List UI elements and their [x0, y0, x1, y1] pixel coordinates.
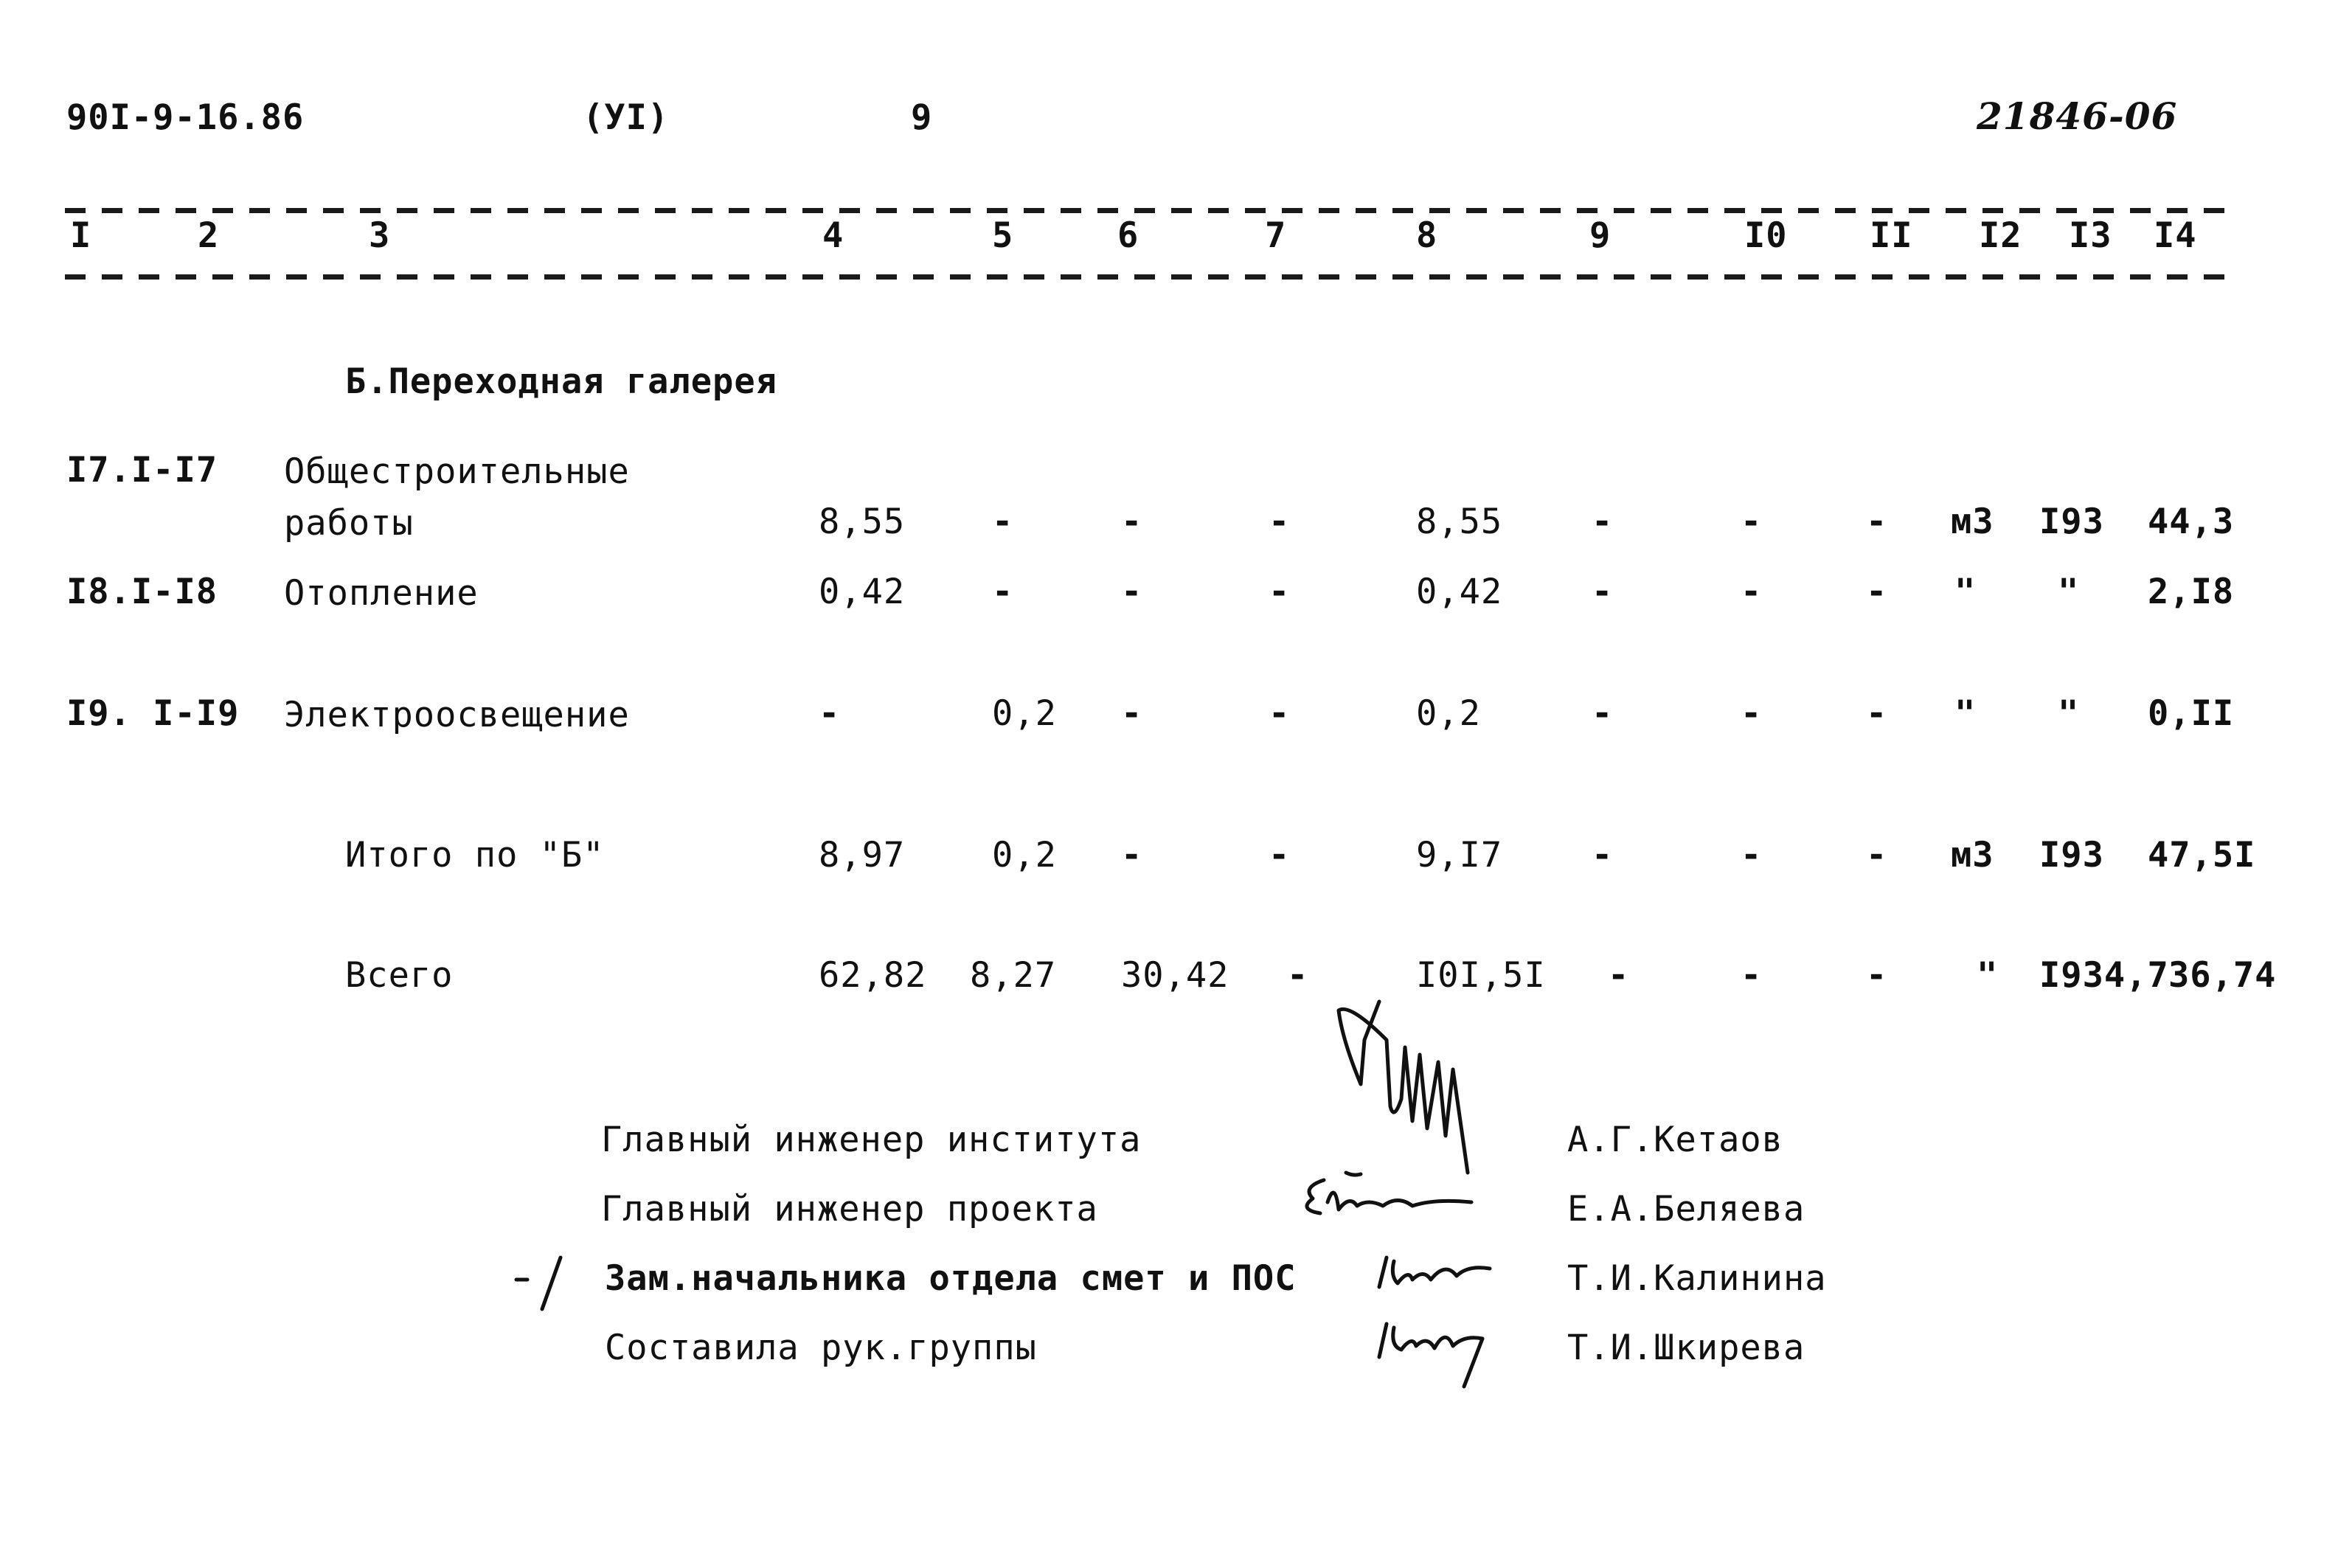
subtotal-label: Итого по "Б" [345, 835, 605, 875]
signatory-name: Т.И.Калинина [1567, 1258, 1827, 1299]
cell-col4: 8,55 [819, 502, 906, 542]
row-name: Электроосвещение [284, 695, 630, 735]
cell-col13: " [2058, 693, 2080, 734]
cell-col9: - [1592, 572, 1614, 612]
margin-check-mark [509, 1254, 575, 1313]
row-number: I8.I-I8 [66, 572, 218, 612]
cell-col8: 0,42 [1416, 572, 1503, 612]
cell-col10: - [1741, 835, 1763, 875]
signature-group-lead [1372, 1305, 1519, 1401]
header-rule-top [65, 208, 2235, 213]
cell-col14: 36,74 [2168, 955, 2277, 996]
col-header-1: I [70, 215, 92, 256]
cell-unit: м3 [1951, 502, 1994, 542]
cell-col10: - [1741, 502, 1763, 542]
archive-number: 21846-06 [1977, 94, 2178, 138]
signatory-title: Составила рук.группы [605, 1328, 1037, 1368]
col-header-2: 2 [198, 215, 220, 256]
cell-col14: 0,II [2148, 693, 2235, 734]
section-title: Б.Переходная галерея [345, 361, 777, 402]
col-header-6: 6 [1117, 215, 1139, 256]
cell-col4: 0,42 [819, 572, 906, 612]
cell-col7: - [1269, 572, 1291, 612]
col-header-4: 4 [822, 215, 844, 256]
col-header-12: I2 [1979, 215, 2022, 256]
col-header-11: II [1870, 215, 1913, 256]
cell-col9: - [1592, 835, 1614, 875]
row-number: I9. I-I9 [66, 693, 240, 734]
row-name: Отопление [284, 573, 479, 614]
cell-col14: 47,5I [2148, 835, 2256, 875]
cell-col9: - [1608, 955, 1630, 996]
cell-col6: - [1121, 572, 1143, 612]
cell-col14: 44,3 [2148, 502, 2235, 542]
cell-col5: 0,2 [992, 835, 1057, 875]
col-header-9: 9 [1589, 215, 1612, 256]
cell-col5: 8,27 [970, 955, 1057, 996]
col-header-7: 7 [1265, 215, 1287, 256]
cell-col7: - [1269, 693, 1291, 734]
cell-col6: - [1121, 693, 1143, 734]
cell-col8: I0I,5I [1416, 955, 1546, 996]
signatory-title: Главный инженер института [601, 1120, 1142, 1160]
cell-col6: - [1121, 835, 1143, 875]
cell-unit: " [1954, 693, 1977, 734]
cell-col10: - [1741, 955, 1763, 996]
cell-col7: - [1269, 835, 1291, 875]
cell-col5: - [992, 502, 1014, 542]
row-name-continuation: работы [284, 503, 414, 544]
cell-col11: - [1866, 835, 1888, 875]
col-header-13: I3 [2069, 215, 2112, 256]
cell-col9: - [1592, 502, 1614, 542]
page-number: 9 [911, 97, 933, 138]
cell-col6: 30,42 [1121, 955, 1229, 996]
cell-col4: 62,82 [819, 955, 927, 996]
volume-label: (УI) [583, 97, 670, 138]
signatory-name: А.Г.Кетаов [1567, 1120, 1783, 1160]
col-header-8: 8 [1416, 215, 1438, 256]
signatory-title: Зам.начальника отдела смет и ПОС [605, 1258, 1297, 1299]
cell-col10: - [1741, 572, 1763, 612]
col-header-5: 5 [992, 215, 1014, 256]
signature-chief-engineer-project [1294, 1165, 1494, 1232]
signatory-title: Главный инженер проекта [601, 1189, 1098, 1229]
cell-col7: - [1269, 502, 1291, 542]
cell-unit: м3 [1951, 835, 1994, 875]
total-label: Всего [345, 955, 454, 996]
cell-col7: - [1287, 955, 1309, 996]
cell-col11: - [1866, 693, 1888, 734]
cell-col5: 0,2 [992, 693, 1057, 734]
cell-col13: I93 [2039, 835, 2104, 875]
cell-col14: 2,I8 [2148, 572, 2235, 612]
cell-col11: - [1866, 572, 1888, 612]
cell-col6: - [1121, 502, 1143, 542]
document-code: 90I-9-16.86 [66, 97, 305, 138]
row-number: I7.I-I7 [66, 450, 218, 490]
col-header-3: 3 [369, 215, 391, 256]
signatory-name: Т.И.Шкирева [1567, 1328, 1805, 1368]
cell-unit: " [1954, 572, 1977, 612]
cell-col8: 0,2 [1416, 693, 1481, 734]
cell-col4: 8,97 [819, 835, 906, 875]
cell-col10: - [1741, 693, 1763, 734]
col-header-10: I0 [1744, 215, 1788, 256]
signature-deputy-head [1372, 1246, 1497, 1298]
cell-col11: - [1866, 502, 1888, 542]
cell-col11: - [1866, 955, 1888, 996]
cell-col4: - [819, 693, 841, 734]
header-rule-bottom [65, 274, 2235, 280]
cell-col13: " [2058, 572, 2080, 612]
cell-col9: - [1592, 693, 1614, 734]
cell-unit: " [1977, 955, 1999, 996]
cell-col8: 9,I7 [1416, 835, 1503, 875]
cell-col8: 8,55 [1416, 502, 1503, 542]
col-header-14: I4 [2154, 215, 2197, 256]
cell-col13: I934,7 [2039, 955, 2169, 996]
cell-col5: - [992, 572, 1014, 612]
row-name: Общестроительные [284, 451, 630, 492]
cell-col13: I93 [2039, 502, 2104, 542]
signatory-name: Е.А.Беляева [1567, 1189, 1805, 1229]
